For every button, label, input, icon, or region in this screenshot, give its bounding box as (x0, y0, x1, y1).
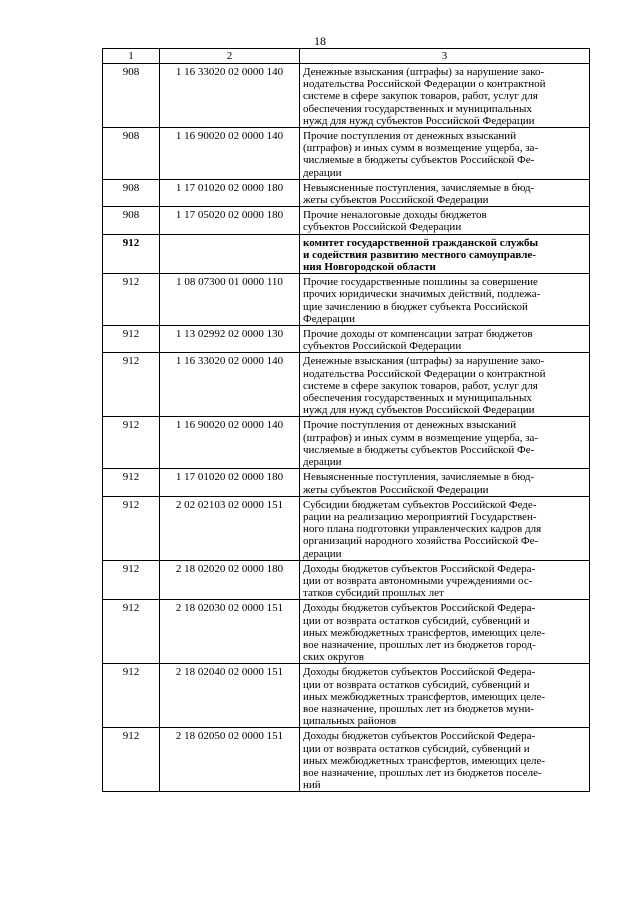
description-line: щие зачислению в бюджет субъекта Российской (303, 300, 528, 313)
table-row (103, 234, 590, 274)
description-cell (300, 326, 590, 353)
description-line: нужд для нужд субъектов Российской Федерации (303, 114, 535, 127)
admin-code-cell: 912 (103, 326, 160, 353)
description-line: Невыясненные поступления, зачисляемые в бюд- (303, 471, 535, 484)
description-cell (300, 664, 590, 728)
table-row (103, 600, 590, 664)
description-line: нужд для нужд субъектов Российской Федерации (303, 404, 535, 417)
description-line: числяемые в бюджеты субъектов Российской Фе- (303, 443, 535, 456)
description-line: ного плана подготовки управленческих кадров для (303, 523, 542, 536)
description-cell (300, 128, 590, 180)
description-line: (штрафов) и иных сумм в возмещение ущерба, за- (303, 431, 539, 444)
description-line: рации на реализацию мероприятий Государствен- (303, 510, 537, 523)
description-cell (300, 274, 590, 326)
description-cell (300, 600, 590, 664)
description-line: Денежные взыскания (штрафы) за нарушение зако- (303, 66, 545, 78)
description-line: Прочие поступления от денежных взысканий (303, 130, 517, 143)
admin-code-cell: 912 (103, 469, 160, 496)
admin-code-cell: 908 (103, 207, 160, 234)
description-line: жеты субъектов Российской Федерации (303, 483, 489, 496)
admin-code-cell: 912 (103, 728, 160, 792)
page-number: 18 (314, 34, 326, 48)
description-cell (300, 728, 590, 792)
budget-code-cell: 2 18 02020 02 0000 180 (160, 560, 300, 600)
budget-code-cell: 1 16 90020 02 0000 140 (160, 128, 300, 180)
description-cell (300, 496, 590, 560)
description-line: Денежные взыскания (штрафы) за нарушение зако- (303, 355, 545, 368)
description-line: вое назначение, прошлых лет из бюджетов муни- (303, 702, 534, 715)
header-col-1: 1 (103, 49, 160, 64)
admin-code-cell: 908 (103, 64, 160, 128)
admin-code-cell: 912 (103, 560, 160, 600)
description-line: Прочие неналоговые доходы бюджетов (303, 209, 487, 222)
description-line: субъектов Российской Федерации (303, 340, 462, 353)
description-line: ции от возврата остатков субсидий, субвенций и (303, 742, 530, 755)
admin-code-cell: 912 (103, 664, 160, 728)
description-line: ции от возврата автономными учреждениями ос- (303, 574, 533, 587)
admin-code-cell: 912 (103, 600, 160, 664)
description-cell (300, 417, 590, 469)
description-line: ции от возврата остатков субсидий, субвенций и (303, 678, 530, 691)
description-line: системе в сфере закупок товаров, работ, услуг для (303, 379, 538, 392)
description-line: ских округов (303, 651, 364, 664)
description-cell (300, 234, 590, 274)
description-line: обеспечения государственных и муниципальных (303, 102, 532, 115)
description-line: дерации (303, 547, 342, 560)
table-row (103, 64, 590, 128)
budget-code-cell (160, 234, 300, 274)
description-line: татков субсидий прошлых лет (303, 587, 444, 600)
admin-code-cell: 912 (103, 496, 160, 560)
description-line: Доходы бюджетов субъектов Российской Федера- (303, 602, 536, 615)
table-row (103, 560, 590, 600)
description-line: Прочие государственные пошлины за совершение (303, 276, 538, 289)
budget-code-cell: 1 17 01020 02 0000 180 (160, 469, 300, 496)
table-row (103, 469, 590, 496)
description-line: иных межбюджетных трансфертов, имеющих целе- (303, 754, 546, 767)
table-row (103, 353, 590, 417)
header-col-3: 3 (300, 49, 590, 64)
description-cell (300, 560, 590, 600)
budget-code-cell: 2 18 02050 02 0000 151 (160, 728, 300, 792)
budget-code-cell: 2 18 02030 02 0000 151 (160, 600, 300, 664)
description-line: прочих юридически значимых действий, подлежа- (303, 288, 541, 301)
description-line: числяемые в бюджеты субъектов Российской Фе- (303, 154, 535, 167)
description-line: жеты субъектов Российской Федерации (303, 194, 489, 207)
description-cell (300, 179, 590, 206)
description-line: и содействия развитию местного самоуправле- (303, 248, 536, 261)
description-line: организаций народного хозяйства Российской Фе- (303, 535, 539, 548)
budget-code-cell: 1 17 01020 02 0000 180 (160, 179, 300, 206)
table-row (103, 417, 590, 469)
description-line: вое назначение, прошлых лет из бюджетов город- (303, 638, 536, 651)
admin-code-cell: 908 (103, 179, 160, 206)
admin-code-cell: 912 (103, 353, 160, 417)
description-line: иных межбюджетных трансфертов, имеющих целе- (303, 626, 546, 639)
description-line: Доходы бюджетов субъектов Российской Федера- (303, 562, 536, 575)
description-line: ния Новгородской области (303, 261, 436, 274)
description-line: дерации (303, 456, 342, 469)
description-line: ции от возврата остатков субсидий, субвенций и (303, 614, 530, 627)
description-line: (штрафов) и иных сумм в возмещение ущерба, за- (303, 142, 539, 155)
table-row (103, 496, 590, 560)
description-line: субъектов Российской Федерации (303, 221, 462, 234)
description-line: нодательства Российской Федерации о контрактной (303, 78, 546, 91)
description-cell (300, 469, 590, 496)
table-row (103, 179, 590, 206)
admin-code-cell: 912 (103, 234, 160, 274)
description-line: вое назначение, прошлых лет из бюджетов поселе- (303, 766, 542, 779)
description-cell (300, 64, 590, 128)
description-cell (300, 207, 590, 234)
description-line: Федерации (303, 312, 355, 325)
admin-code-cell: 912 (103, 417, 160, 469)
budget-code-cell: 2 02 02103 02 0000 151 (160, 496, 300, 560)
description-line: ципальных районов (303, 715, 397, 728)
description-line: Прочие поступления от денежных взысканий (303, 419, 517, 432)
admin-code-cell: 908 (103, 128, 160, 180)
budget-code-cell: 2 18 02040 02 0000 151 (160, 664, 300, 728)
description-line: Доходы бюджетов субъектов Российской Федера- (303, 666, 536, 679)
table-row (103, 207, 590, 234)
budget-code-cell: 1 16 33020 02 0000 140 (160, 64, 300, 128)
description-line: комитет государственной гражданской службы (303, 236, 539, 249)
description-line: дерации (303, 166, 342, 179)
description-line: системе в сфере закупок товаров, работ, услуг для (303, 90, 538, 103)
description-line: ний (303, 779, 321, 792)
description-line: обеспечения государственных и муниципальных (303, 392, 532, 405)
budget-code-cell: 1 16 90020 02 0000 140 (160, 417, 300, 469)
table-row (103, 664, 590, 728)
description-line: иных межбюджетных трансфертов, имеющих целе- (303, 690, 546, 703)
table-row (103, 326, 590, 353)
admin-code-cell: 912 (103, 274, 160, 326)
table-row (103, 728, 590, 792)
description-line: Прочие доходы от компенсации затрат бюджетов (303, 328, 533, 341)
table-header-row (103, 49, 590, 64)
header-col-2: 2 (160, 49, 300, 64)
table-row (103, 274, 590, 326)
budget-code-cell: 1 17 05020 02 0000 180 (160, 207, 300, 234)
budget-code-cell: 1 13 02992 02 0000 130 (160, 326, 300, 353)
description-line: Невыясненные поступления, зачисляемые в бюд- (303, 181, 535, 194)
budget-code-cell: 1 16 33020 02 0000 140 (160, 353, 300, 417)
description-line: Субсидии бюджетам субъектов Российской Феде- (303, 498, 537, 511)
description-line: Доходы бюджетов субъектов Российской Федера- (303, 730, 536, 743)
revenue-codes-table (102, 48, 590, 792)
description-line: нодательства Российской Федерации о контрактной (303, 367, 546, 380)
table-row (103, 128, 590, 180)
description-cell (300, 353, 590, 417)
budget-code-cell: 1 08 07300 01 0000 110 (160, 274, 300, 326)
